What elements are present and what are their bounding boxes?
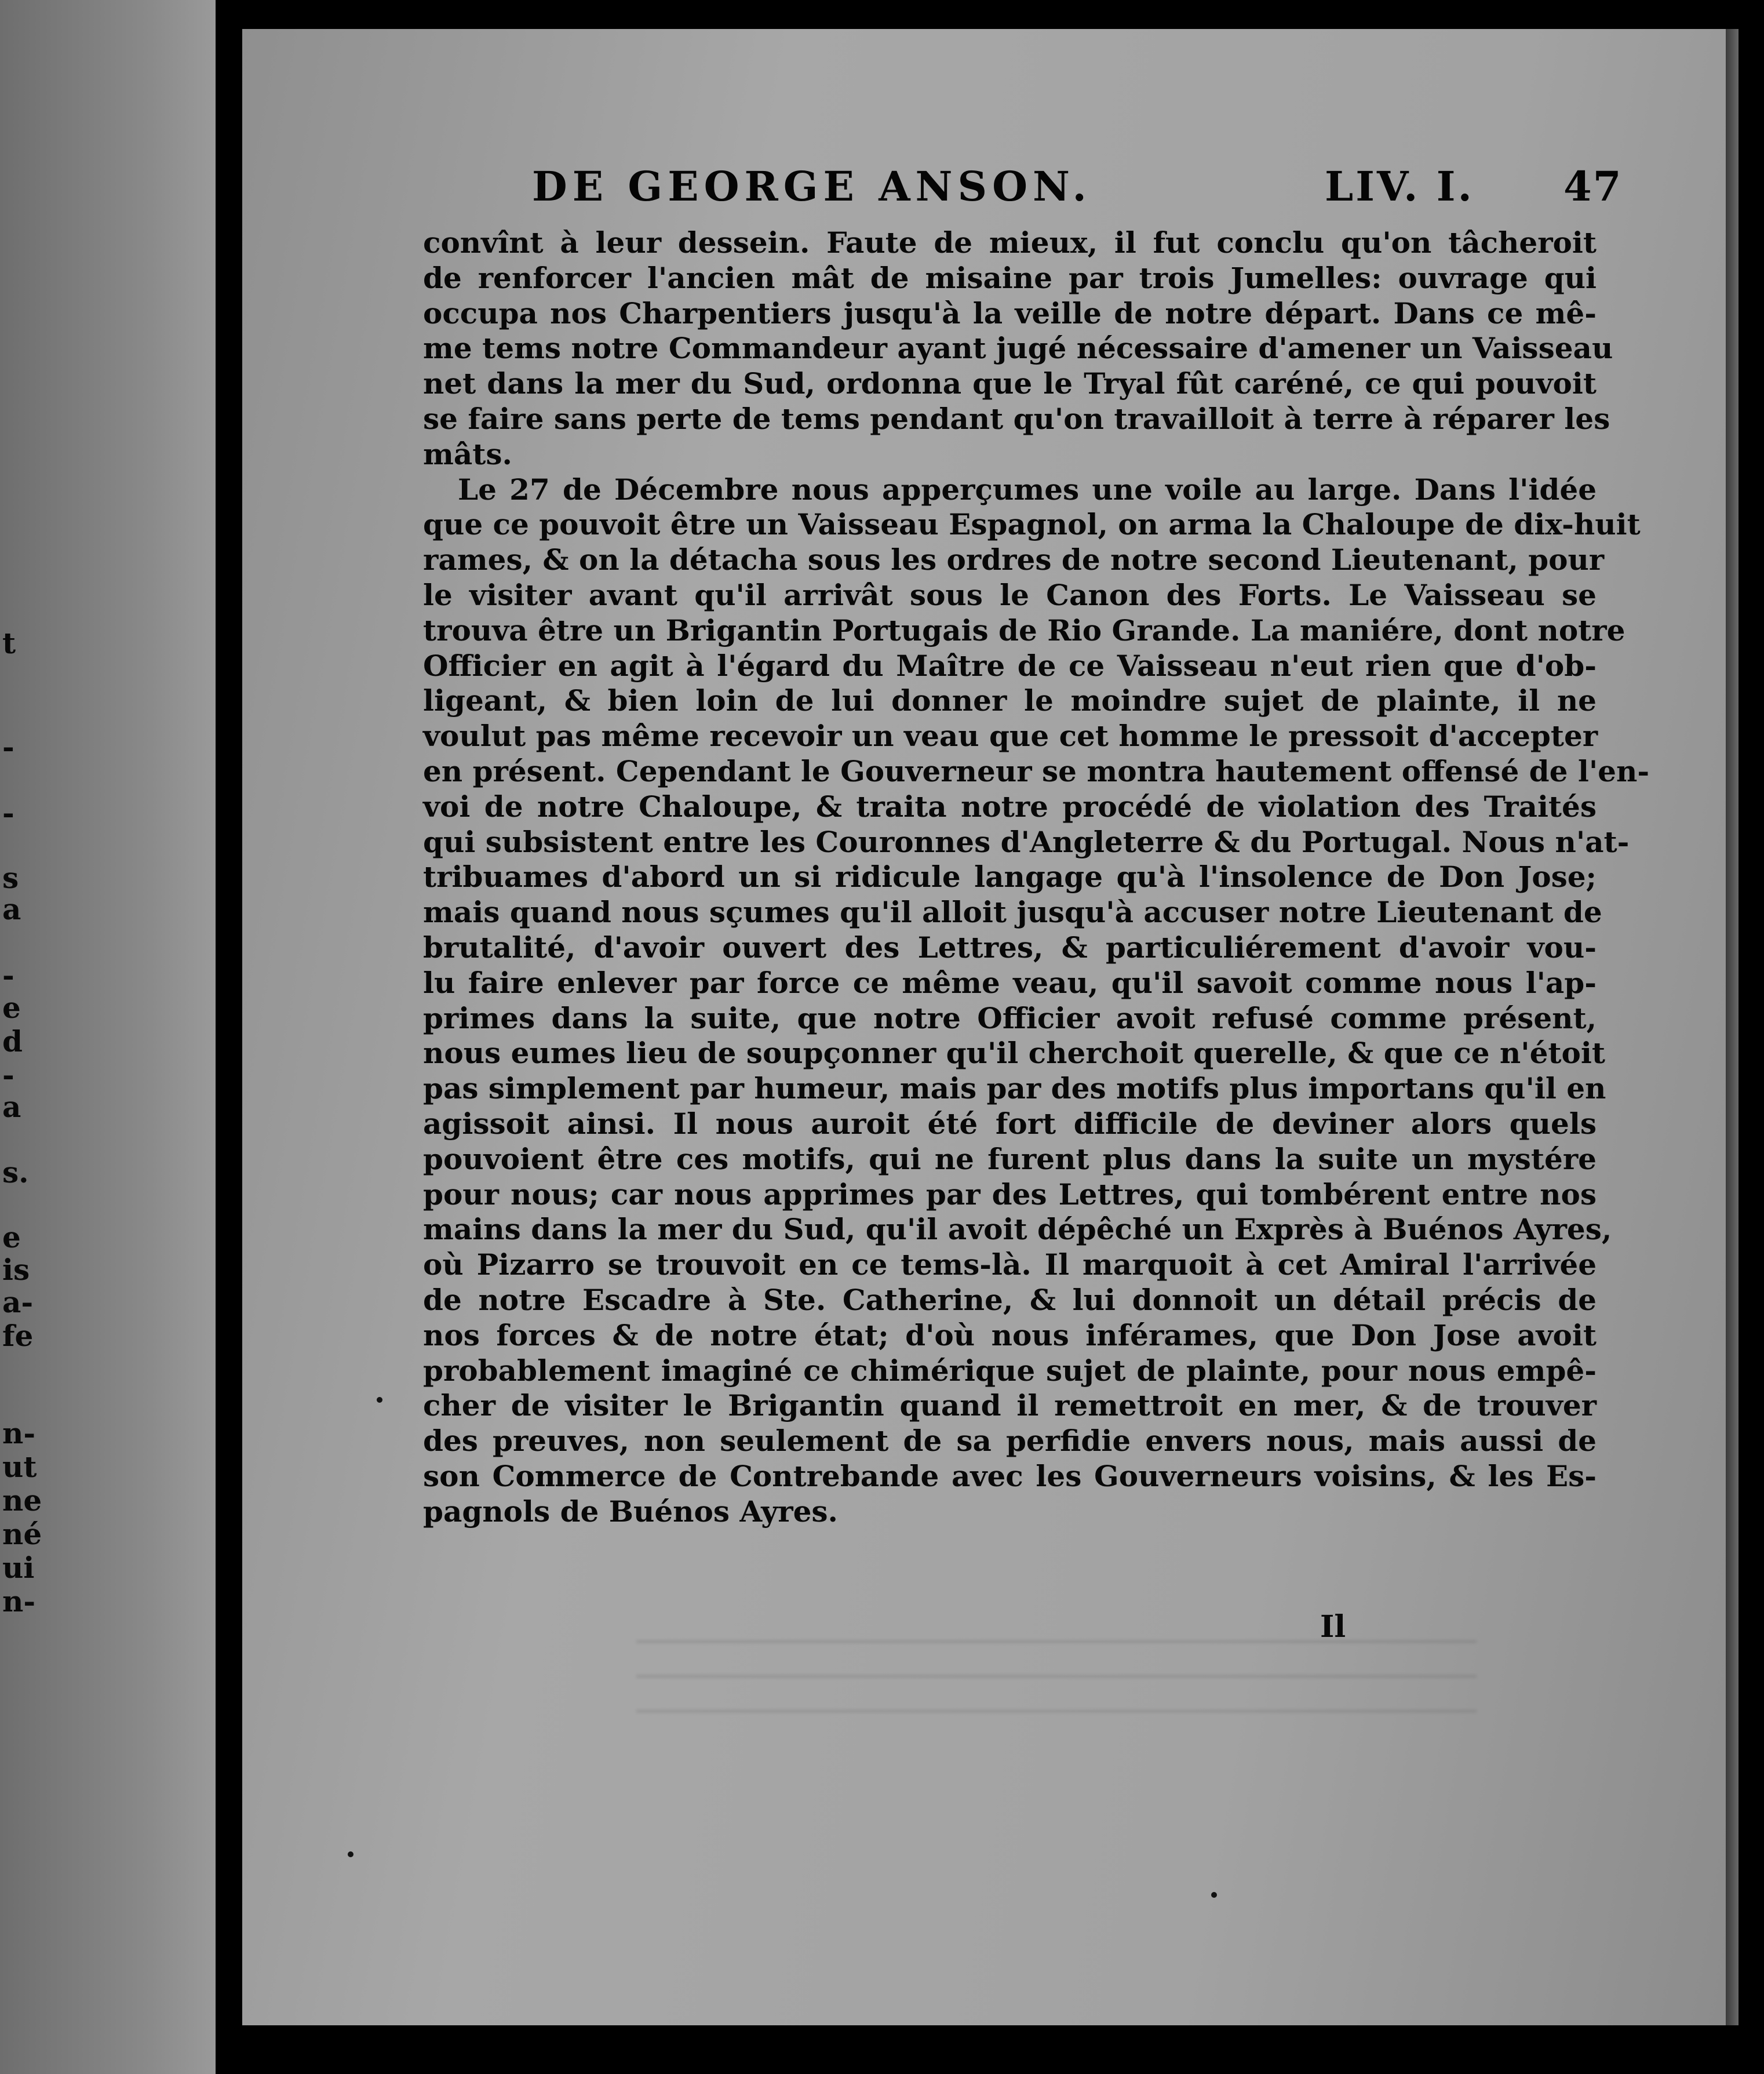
show-through-text [636, 1635, 1477, 1727]
left-page-fragment: t [2, 626, 16, 660]
left-page-fragment: s [2, 861, 19, 895]
left-page-fragment: - [2, 796, 14, 830]
left-page-fragment: - [2, 958, 14, 992]
text-line: rames, & on la détacha sous les ordres de notre second Lieutenant, pour [423, 543, 1605, 577]
text-line: lu faire enlever par force ce même veau, qu'il savoit comme nous l'ap- [423, 965, 1597, 1000]
text-line: pouvoient être ces motifs, qui ne furent plus dans la suite un mystére [423, 1141, 1597, 1176]
left-page-fragment: né [2, 1517, 42, 1551]
left-page-fragment: ui [2, 1551, 35, 1585]
text-line: probablement imaginé ce chimérique sujet de plainte, pour nous empê- [423, 1353, 1597, 1388]
left-page-fragment: e [2, 991, 21, 1025]
text-line: Officier en agit à l'égard du Maître de ce Vaisseau n'eut rien que d'ob- [423, 648, 1597, 683]
text-line: occupa nos Charpentiers jusqu'à la veille de notre départ. Dans ce mê- [423, 296, 1597, 330]
text-line: cher de visiter le Brigantin quand il remettroit en mer, & de trouver [423, 1388, 1597, 1423]
text-line: voulut pas même recevoir un veau que cet homme le pressoit d'accepter [423, 719, 1598, 754]
text-line: de notre Escadre à Ste. Catherine, & lui donnoit un détail précis de [423, 1282, 1597, 1317]
text-line: net dans la mer du Sud, ordonna que le Tryal fût caréné, ce qui pouvoit [423, 366, 1597, 401]
left-page-fragment: d [2, 1024, 23, 1058]
left-page-fragment: ut [2, 1450, 37, 1484]
left-page-fragment: s. [2, 1155, 29, 1189]
text-line: brutalité, d'avoir ouvert des Lettres, & particuliérement d'avoir vou- [423, 930, 1597, 965]
left-page-fragment: - [2, 730, 14, 764]
text-line: des preuves, non seulement de sa perfidie envers nous, mais aussi de [423, 1424, 1597, 1458]
text-line: pas simplement par humeur, mais par des motifs plus importans qu'il en [423, 1071, 1606, 1106]
text-line: mains dans la mer du Sud, qu'il avoit dépêché un Exprès à Buénos Ayres, [423, 1212, 1612, 1247]
text-line: de renforcer l'ancien mât de misaine par trois Jumelles: ouvrage qui [423, 260, 1597, 295]
left-page-fragment: a [2, 1090, 21, 1124]
text-line: voi de notre Chaloupe, & traita notre procédé de violation des Traités [423, 789, 1597, 824]
text-line: primes dans la suite, que notre Officier avoit refusé comme présent, [423, 1000, 1597, 1035]
running-header [532, 162, 1633, 226]
ink-speck [348, 1851, 353, 1857]
text-line: pagnols de Buénos Ayres. [423, 1494, 838, 1529]
text-line: qui subsistent entre les Couronnes d'Angleterre & du Portugal. Nous n'at- [423, 824, 1630, 859]
text-line: que ce pouvoit être un Vaisseau Espagnol, on arma la Chaloupe de dix-huit [423, 507, 1641, 542]
left-page-fragment: ne [2, 1483, 42, 1518]
text-line: nous eumes lieu de soupçonner qu'il cherchoit querelle, & que ce n'étoit [423, 1036, 1605, 1071]
text-line: ligeant, & bien loin de lui donner le moindre sujet de plainte, il ne [423, 683, 1597, 718]
left-page-fragment: e [2, 1220, 21, 1254]
text-line: son Commerce de Contrebande avec les Gouverneurs voisins, & les Es- [423, 1458, 1597, 1493]
text-line: se faire sans perte de tems pendant qu'on travailloit à terre à réparer les [423, 401, 1610, 436]
facing-left-page [0, 0, 216, 2074]
ink-speck [377, 1397, 382, 1403]
left-page-fragments [0, 0, 42, 2074]
text-line: trouva être un Brigantin Portugais de Rio Grande. La maniére, dont notre [423, 613, 1625, 647]
left-page-fragment: n- [2, 1416, 36, 1450]
text-line: mâts. [423, 436, 512, 471]
left-page-fragment: is [2, 1253, 30, 1287]
page-edge [1726, 29, 1739, 2025]
text-line: Le 27 de Décembre nous apperçumes une voile au large. Dans l'idée [458, 472, 1597, 507]
running-title: DE GEORGE ANSON. [532, 162, 1092, 210]
book-number: LIV. I. [1325, 162, 1474, 210]
book-page [242, 29, 1726, 2025]
catchword: Il [1320, 1609, 1346, 1644]
text-line: en présent. Cependant le Gouverneur se montra hautement offensé de l'en- [423, 754, 1650, 788]
text-line: nos forces & de notre état; d'où nous inférames, que Don Jose avoit [423, 1318, 1597, 1352]
text-line: où Pizarro se trouvoit en ce tems-là. Il marquoit à cet Amiral l'arrivée [423, 1247, 1597, 1282]
text-line: le visiter avant qu'il arrivât sous le Canon des Forts. Le Vaisseau se [423, 577, 1597, 612]
text-line: tribuames d'abord un si ridicule langage qu'à l'insolence de Don Jose; [423, 860, 1597, 894]
text-line: pour nous; car nous apprimes par des Lettres, qui tombérent entre nos [423, 1177, 1597, 1211]
text-line: convînt à leur dessein. Faute de mieux, il fut conclu qu'on tâcheroit [423, 225, 1597, 260]
book-gutter [216, 0, 242, 2074]
page-number: 47 [1563, 162, 1623, 210]
left-page-fragment: a [2, 892, 21, 926]
ink-speck [1211, 1892, 1217, 1898]
text-line: me tems notre Commandeur ayant jugé nécessaire d'amener un Vaisseau [423, 331, 1613, 366]
text-line: mais quand nous sçumes qu'il alloit jusqu'à accuser notre Lieutenant de [423, 895, 1602, 930]
left-page-fragment: a- [2, 1285, 34, 1319]
body-text [423, 225, 1650, 1529]
text-line: agissoit ainsi. Il nous auroit été fort difficile de deviner alors quels [423, 1106, 1597, 1141]
left-page-fragment: fe [2, 1319, 34, 1353]
left-page-fragment: - [2, 1058, 14, 1092]
left-page-fragment: n- [2, 1584, 36, 1618]
